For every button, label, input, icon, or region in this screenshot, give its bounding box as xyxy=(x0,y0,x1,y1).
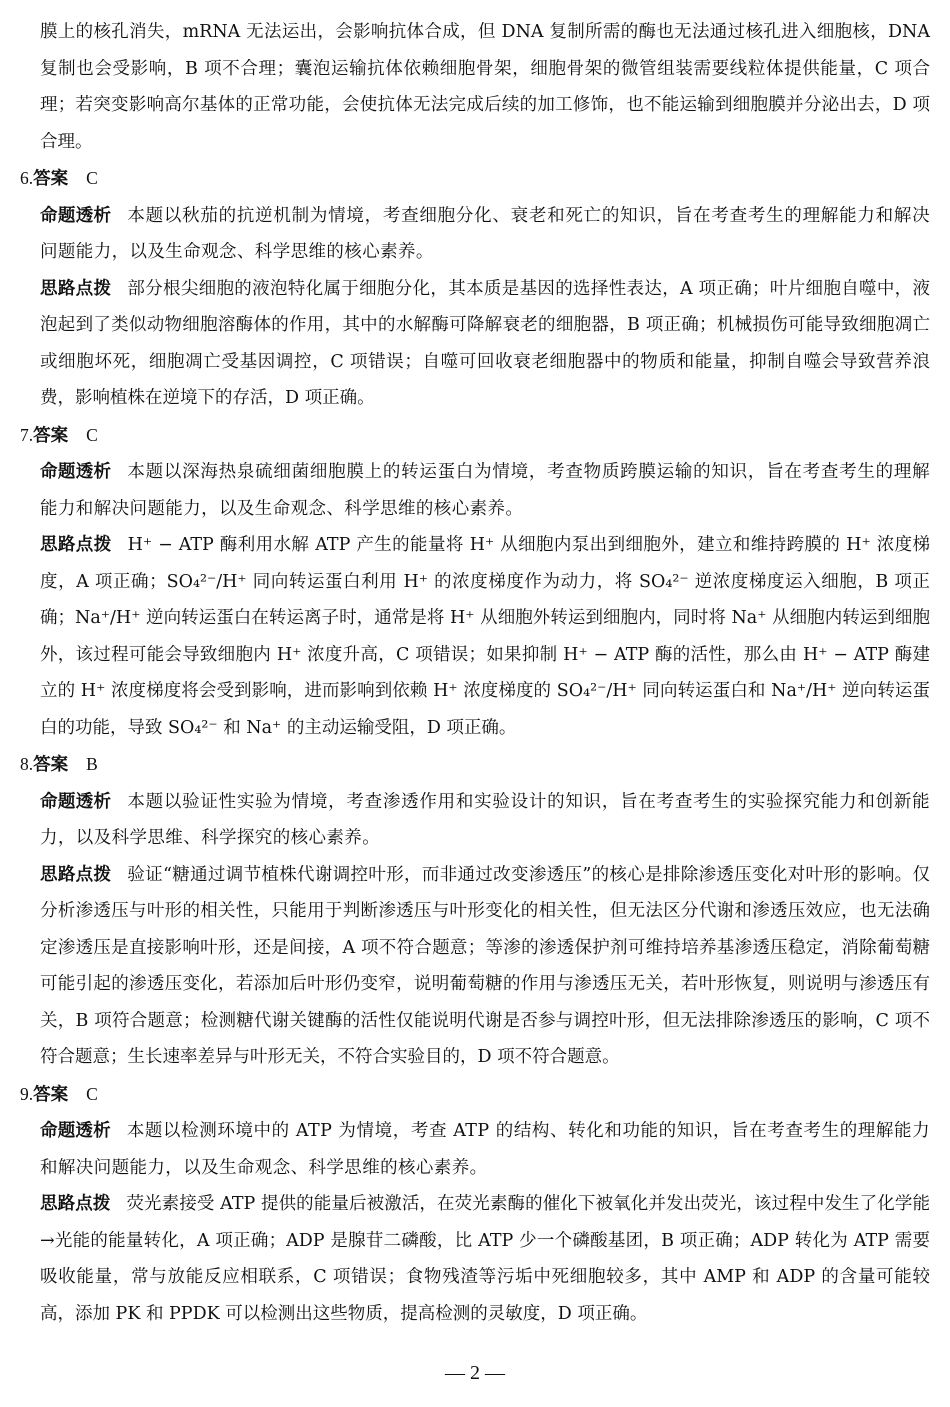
analysis-text: 验证“糖通过调节植株代谢调控叶形，而非通过改变渗透压”的核心是排除渗透压变化对叶形的影响。仅分析渗透压与叶形的相关性，只能用于判断渗透压与叶形变化的相关性，但无法区分代谢和渗透压效应，也无法确定渗透压是直接影响叶形，还是间接，A 项不符合题意；等渗的渗透保护剂可维持培养基渗透压稳定，消除葡萄糖可能引起的渗透压变化，若添加后叶形仍变窄，说明葡萄糖的作用与渗透压无关，若叶形恢复，则说明与渗透压有关，B 项符合题意；检测糖代谢关键酶的活性仅能说明代谢是否参与调控叶形，但无法排除渗透压的影响，C 项不符合题意；生长速率差异与叶形无关，不符合实验目的，D 项不符合题意。 xyxy=(40,864,931,1067)
answer-item-8 xyxy=(20,746,931,1076)
analysis-paragraph xyxy=(40,527,930,746)
intent-label: 命题透析 xyxy=(40,791,112,812)
page-number: — 2 — xyxy=(445,1362,505,1384)
intent-text: 本题以检测环境中的 ATP 为情境，考查 ATP 的结构、转化和功能的知识，旨在考查考生的理解能力和解决问题能力，以及生命观念、科学思维的核心素养。 xyxy=(40,1121,931,1178)
answer-item-9 xyxy=(20,1076,931,1333)
document-body xyxy=(20,14,931,1332)
answer-label: 答案 xyxy=(33,169,69,189)
intent-label: 命题透析 xyxy=(40,1121,111,1141)
analysis-text: H⁺ − ATP 酶利用水解 ATP 产生的能量将 H⁺ 从细胞内泵出到细胞外，建立和维持跨膜的 H⁺ 浓度梯度，A 项正确；SO₄²⁻/H⁺ 同向转运蛋白利用 H⁺ 的浓度梯度作为动力，将 SO₄²⁻ 逆浓度梯度运入细胞，B 项正确；Na⁺/H⁺ 逆向转运蛋白在转运离子时，通常是将 H⁺ 从细胞外转运到细胞内，同时将 Na⁺ 从细胞内转运到细胞外，该过程可能会导致细胞内 H⁺ 浓度升高，C 项错误；如果抑制 H⁺ − ATP 酶的活性，那么由 H⁺ − ATP 酶建立的 H⁺ 浓度梯度将会受到影响，进而影响到依赖 H⁺ 浓度梯度的 SO₄²⁻/H⁺ 同向转运蛋白和 Na⁺/H⁺ 逆向转运蛋白的功能，导致 SO₄²⁻ 和 Na⁺ 的主动运输受阻，D 项正确。 xyxy=(40,535,930,738)
answer-letter: C xyxy=(86,1083,98,1104)
answer-item-6 xyxy=(20,160,931,417)
answer-letter: B xyxy=(86,754,98,774)
item-number: 6. xyxy=(20,168,34,188)
item-header xyxy=(20,417,930,455)
intent-paragraph xyxy=(40,784,930,857)
item-number: 9. xyxy=(20,1083,34,1104)
analysis-paragraph xyxy=(40,1186,930,1332)
answer-label: 答案 xyxy=(33,755,69,775)
intent-paragraph xyxy=(40,198,930,271)
intent-text: 本题以深海热泉硫细菌细胞膜上的转运蛋白为情境，考查物质跨膜运输的知识，旨在考查考生的理解能力和解决问题能力，以及生命观念、科学思维的核心素养。 xyxy=(40,462,930,519)
intent-paragraph xyxy=(40,1113,930,1186)
analysis-text: 荧光素接受 ATP 提供的能量后被激活，在荧光素酶的催化下被氧化并发出荧光，该过程中发生了化学能→光能的能量转化，A 项正确；ADP 是腺苷二磷酸，比 ATP 少一个磷酸基团，B 项正确；ADP 转化为 ATP 需要吸收能量，常与放能反应相联系，C 项错误；食物残渣等污垢中死细胞较多，其中 AMP 和 ADP 的含量可能较高，添加 PK 和 PPDK 可以检测出这些物质，提高检测的灵敏度，D 项正确。 xyxy=(40,1194,930,1324)
item-header xyxy=(20,746,930,784)
analysis-paragraph xyxy=(40,857,930,1076)
intent-label: 命题透析 xyxy=(40,462,112,482)
analysis-label: 思路点拨 xyxy=(40,278,112,299)
analysis-text: 部分根尖细胞的液泡特化属于细胞分化，其本质是基因的选择性表达，A 项正确；叶片细胞自噬中，液泡起到了类似动物细胞溶酶体的作用，其中的水解酶可降解衰老的细胞器，B 项正确；机械损伤可能导致细胞凋亡或细胞坏死，细胞凋亡受基因调控，C 项错误；自噬可回收衰老细胞器中的物质和能量，抑制自噬会导致营养浪费，影响植株在逆境下的存活，D 项正确。 xyxy=(40,278,931,408)
analysis-label: 思路点拨 xyxy=(40,535,112,555)
answer-item-7 xyxy=(20,417,930,747)
answer-letter: C xyxy=(86,168,98,188)
intent-paragraph xyxy=(40,454,930,527)
analysis-label: 思路点拨 xyxy=(40,864,112,885)
analysis-paragraph xyxy=(40,271,930,417)
item-header xyxy=(20,1076,930,1114)
intent-text: 本题以验证性实验为情境，考查渗透作用和实验设计的知识，旨在考查考生的实验探究能力和创新能力，以及科学思维、科学探究的核心素养。 xyxy=(40,791,930,848)
item-number: 8. xyxy=(20,754,34,774)
intent-text: 本题以秋茄的抗逆机制为情境，考查细胞分化、衰老和死亡的知识，旨在考查考生的理解能力和解决问题能力，以及生命观念、科学思维的核心素养。 xyxy=(40,205,930,262)
answer-letter: C xyxy=(86,424,98,445)
answer-label: 答案 xyxy=(33,425,69,446)
answer-label: 答案 xyxy=(33,1084,69,1105)
analysis-label: 思路点拨 xyxy=(40,1194,111,1214)
item-header xyxy=(20,160,930,198)
continuation-paragraph: 膜上的核孔消失，mRNA 无法运出，会影响抗体合成，但 DNA 复制所需的酶也无法通过核孔进入细胞核，DNA 复制也会受影响，B 项不合理；囊泡运输抗体依赖细胞骨架，细胞骨架的微管组装需要线粒体提供能量，C 项合理；若突变影响高尔基体的正常功能，会使抗体无法完成后续的加工修饰，也不能运输到细胞膜并分泌出去，D 项合理。 xyxy=(40,22,930,152)
intent-label: 命题透析 xyxy=(40,205,112,226)
item-number: 7. xyxy=(20,424,34,445)
